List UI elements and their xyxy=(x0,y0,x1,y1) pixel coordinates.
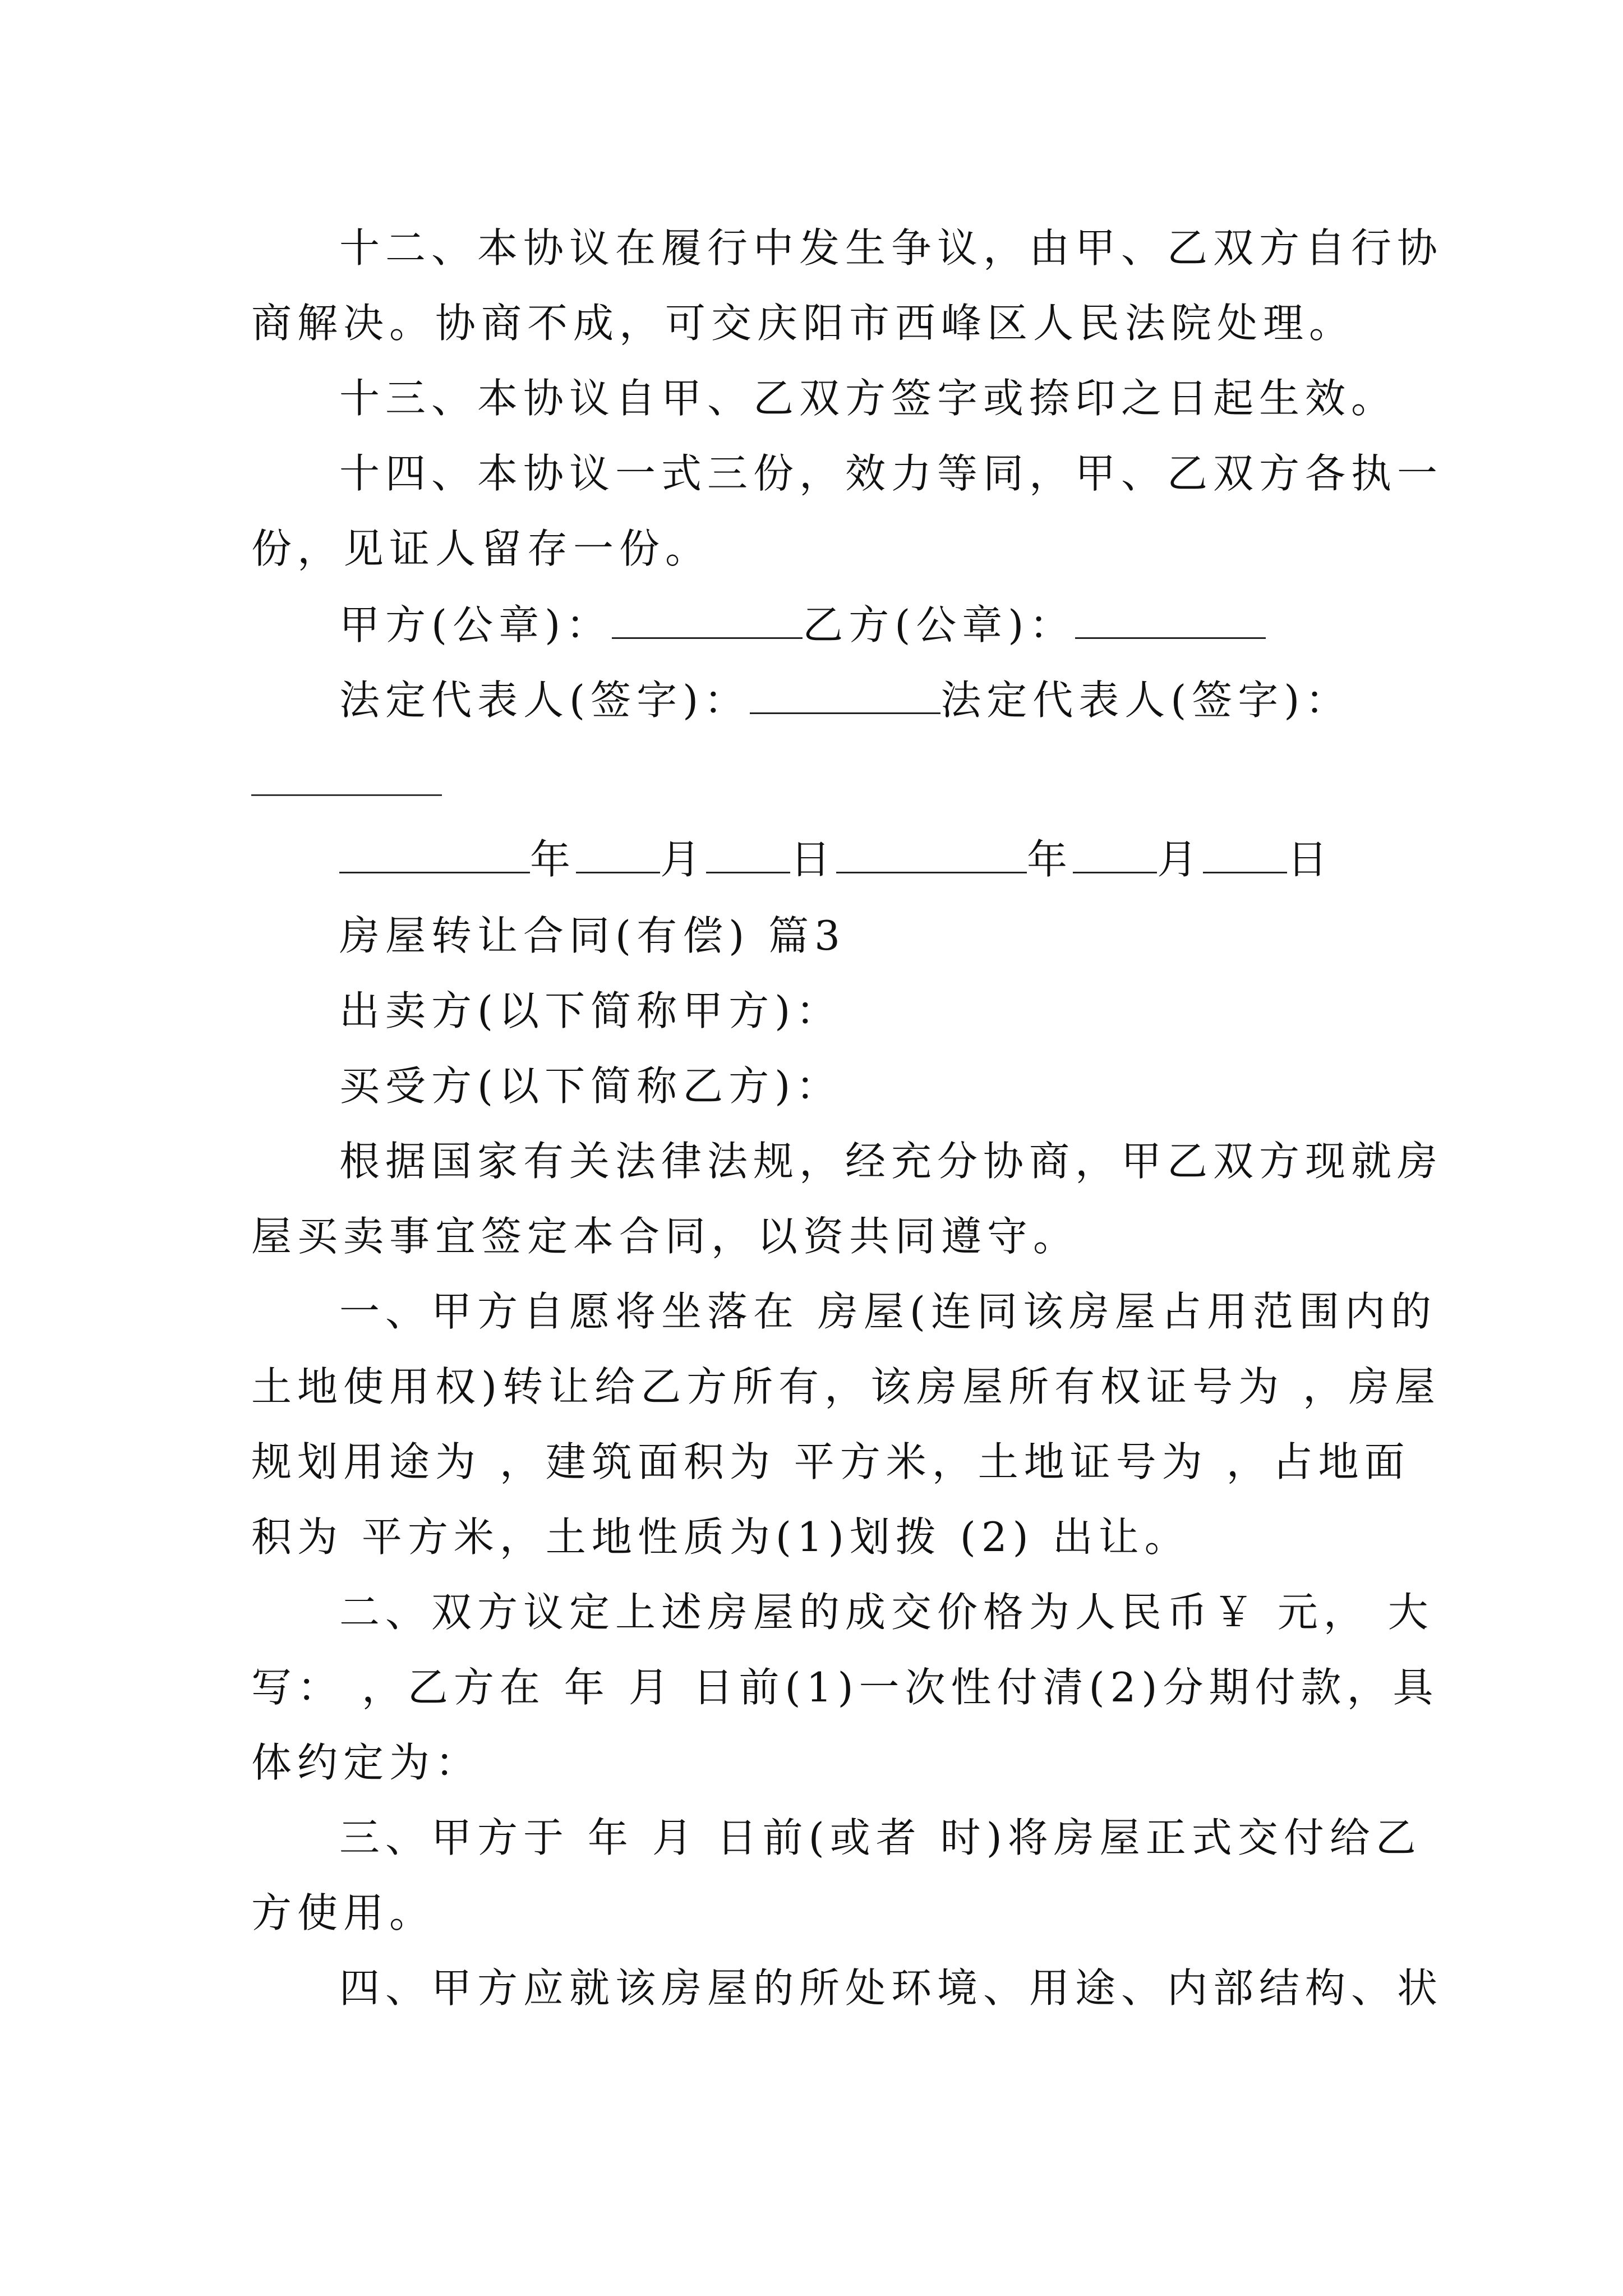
party-b-month-blank xyxy=(1073,838,1157,873)
day-label: 日 xyxy=(1287,836,1334,883)
month-label: 月 xyxy=(1157,836,1204,883)
clause-12-line-1: 十二、本协议在履行中发生争议，由甲、乙双方自行协 xyxy=(339,224,1444,272)
article-2-line-3: 体约定为： xyxy=(251,1739,482,1786)
month-label: 月 xyxy=(660,836,707,883)
party-b-day-blank xyxy=(1203,838,1287,873)
party-b-representative-blank xyxy=(251,794,442,796)
party-a-seal-blank xyxy=(612,604,803,639)
preamble-line-2: 屋买卖事宜签定本合同，以资共同遵守。 xyxy=(251,1213,1080,1260)
buyer-line: 买受方(以下简称乙方)： xyxy=(339,1062,842,1110)
article-1-line-2: 土地使用权)转让给乙方所有，该房屋所有权证号为 ，房屋 xyxy=(251,1363,1441,1410)
section-title: 房屋转让合同(有偿) 篇3 xyxy=(339,912,846,959)
party-a-day-blank xyxy=(706,838,790,873)
party-a-seal-label: 甲方(公章)： xyxy=(339,601,612,648)
clause-12-line-2: 商解决。协商不成，可交庆阳市西峰区人民法院处理。 xyxy=(251,300,1355,347)
article-1-line-3: 规划用途为 ，建筑面积为 平方米，土地证号为 ，占地面 xyxy=(251,1438,1410,1485)
party-b-seal-blank xyxy=(1075,604,1266,639)
article-1-line-1: 一、甲方自愿将坐落在 房屋(连同该房屋占用范围内的 xyxy=(339,1288,1437,1335)
party-a-month-blank xyxy=(576,838,660,873)
clause-14-line-1: 十四、本协议一式三份，效力等同，甲、乙双方各执一 xyxy=(339,450,1444,497)
article-2-line-1: 二、双方议定上述房屋的成交价格为人民币￥ 元， 大 xyxy=(339,1589,1434,1636)
party-b-representative-label: 法定代表人(签字)： xyxy=(940,677,1352,724)
party-a-representative-blank xyxy=(750,679,940,714)
seller-line: 出卖方(以下简称甲方)： xyxy=(339,987,842,1034)
signature-row-seal xyxy=(339,598,1266,652)
article-2-line-2: 写： ，乙方在 年 月 日前(1)一次性付清(2)分期付款，具 xyxy=(251,1664,1439,1711)
signature-row-representative xyxy=(339,673,1351,727)
party-a-representative-label: 法定代表人(签字)： xyxy=(339,677,750,724)
party-b-seal-label: 乙方(公章)： xyxy=(803,601,1076,648)
day-label: 日 xyxy=(790,836,837,883)
article-3-line-1: 三、甲方于 年 月 日前(或者 时)将房屋正式交付给乙 xyxy=(339,1814,1422,1861)
preamble-line-1: 根据国家有关法律法规，经充分协商，甲乙双方现就房 xyxy=(339,1138,1444,1185)
party-b-year-blank xyxy=(836,838,1027,873)
party-a-year-blank xyxy=(339,838,530,873)
clause-14-line-2: 份，见证人留存一份。 xyxy=(251,525,712,572)
date-row xyxy=(339,832,1333,886)
article-3-line-2: 方使用。 xyxy=(251,1889,436,1936)
clause-13: 十三、本协议自甲、乙双方签字或捺印之日起生效。 xyxy=(339,375,1398,422)
article-1-line-4: 积为 平方米，土地性质为(1)划拨 (2) 出让。 xyxy=(251,1513,1191,1561)
year-label: 年 xyxy=(530,836,577,883)
year-label: 年 xyxy=(1027,836,1073,883)
article-4-line-1: 四、甲方应就该房屋的所处环境、用途、内部结构、状 xyxy=(339,1964,1444,2012)
